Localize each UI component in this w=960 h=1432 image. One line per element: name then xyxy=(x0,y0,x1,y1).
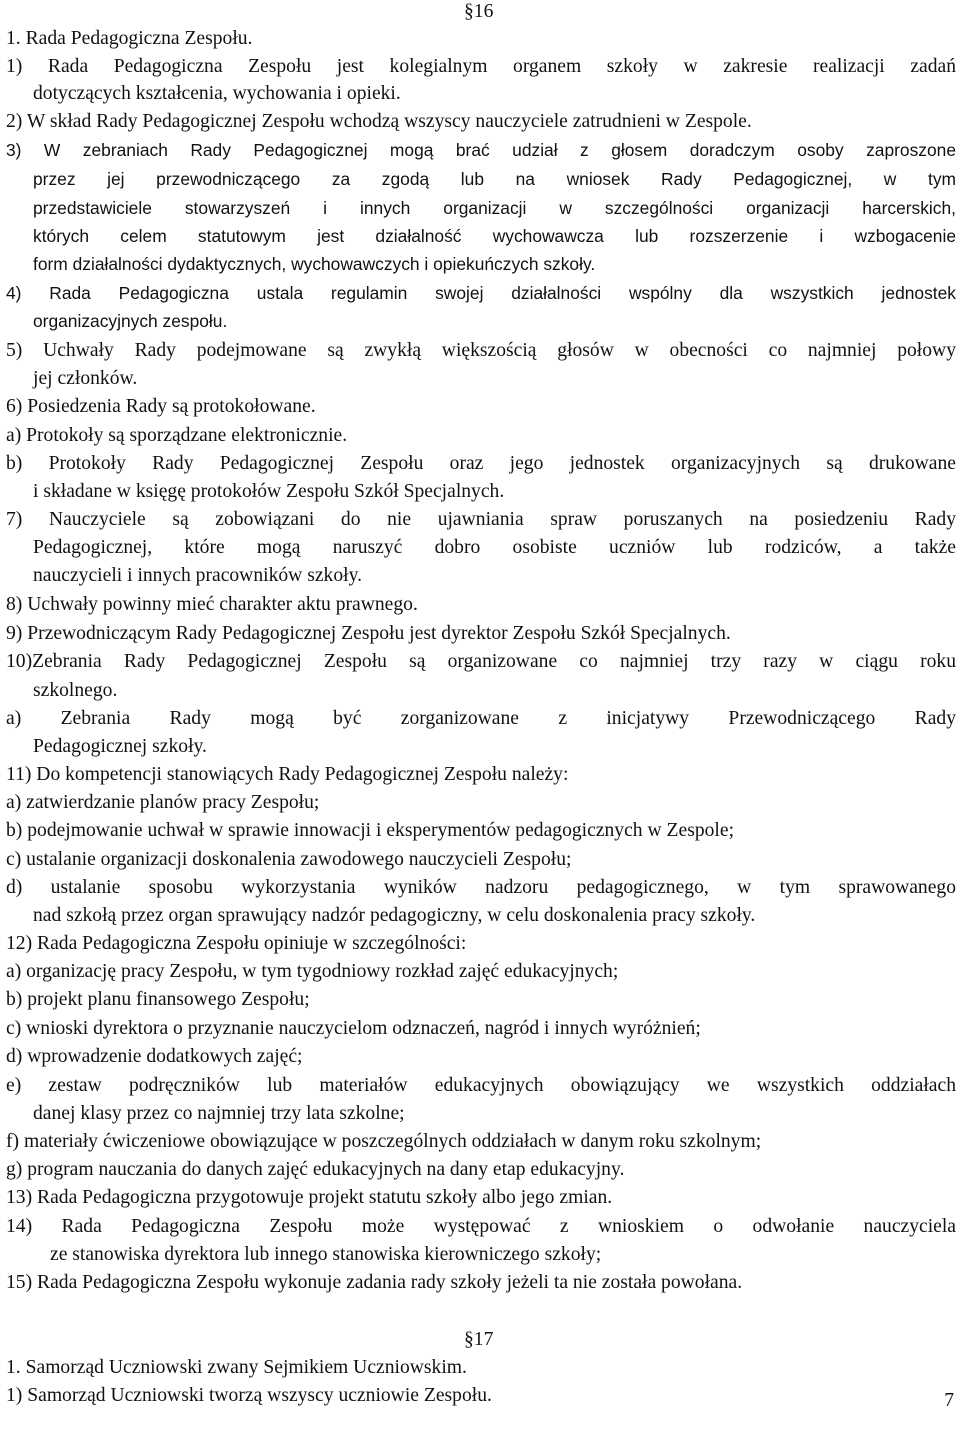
line-12: 5) Uchwały Rady podejmowane są zwykłą większością głosów w obecności co najmniej połowy xyxy=(6,340,956,361)
line-26: Pedagogicznej szkoły. xyxy=(33,736,207,757)
line-38: e) zestaw podręczników lub materiałów edukacyjnych obowiązujący we wszystkich oddziałach xyxy=(6,1075,956,1096)
line-39: danej klasy przez co najmniej trzy lata szkolne; xyxy=(33,1103,405,1124)
line-20: nauczycieli i innych pracowników szkoły. xyxy=(33,565,362,586)
line-29: b) podejmowanie uchwał w sprawie innowacji i eksperymentów pedagogicznych w Zespole; xyxy=(6,820,735,841)
line-14: 6) Posiedzenia Rady są protokołowane. xyxy=(6,396,316,417)
line-25: a) Zebrania Rady mogą być zorganizowane z inicjatywy Przewodniczącego Rady xyxy=(6,708,956,729)
line-3: dotyczących kształcenia, wychowania i opieki. xyxy=(33,83,401,104)
line-32: nad szkołą przez organ sprawujący nadzór pedagogiczny, w celu doskonalenia pracy szkoły. xyxy=(33,905,756,926)
line-41: g) program nauczania do danych zajęć edukacyjnych na dany etap edukacyjny. xyxy=(6,1159,625,1180)
line-13: jej członków. xyxy=(33,368,138,389)
line-28: a) zatwierdzanie planów pracy Zespołu; xyxy=(6,792,320,813)
section-16-heading: §16 xyxy=(464,1,494,22)
line-45: 15) Rada Pedagogiczna Zespołu wykonuje zadania rady szkoły jeżeli ta nie została powołana. xyxy=(6,1272,743,1293)
line-8: których celem statutowym jest działalność wychowawcza lub rozszerzenie i wzbogacenie xyxy=(33,226,956,246)
line-37: d) wprowadzenie dodatkowych zajęć; xyxy=(6,1046,303,1067)
section-17-heading: §17 xyxy=(464,1329,494,1350)
line-5: 3) W zebraniach Rady Pedagogicznej mogą brać udział z głosem doradczym osoby zaproszone xyxy=(6,140,956,160)
line-43: 14) Rada Pedagogiczna Zespołu może występować z wnioskiem o odwołanie nauczyciela xyxy=(6,1216,956,1237)
line-10: 4) Rada Pedagogiczna ustala regulamin swojej działalności wspólny dla wszystkich jednostek xyxy=(6,283,956,303)
line-4: 2) W skład Rady Pedagogicznej Zespołu wchodzą wszyscy nauczyciele zatrudnieni w Zespole. xyxy=(6,111,752,132)
line-17: i składane w księgę protokołów Zespołu Szkół Specjalnych. xyxy=(33,481,505,502)
line-42: 13) Rada Pedagogiczna przygotowuje projekt statutu szkoły albo jego zmian. xyxy=(6,1187,613,1208)
line-19: Pedagogicznej, które mogą naruszyć dobro osobiste uczniów lub rodziców, a także xyxy=(33,537,956,558)
line-30: c) ustalanie organizacji doskonalenia zawodowego nauczycieli Zespołu; xyxy=(6,849,572,870)
line-22: 9) Przewodniczącym Rady Pedagogicznej Zespołu jest dyrektor Zespołu Szkół Specjalnych. xyxy=(6,623,731,644)
line-6: przez jej przewodniczącego za zgodą lub na wniosek Rady Pedagogicznej, w tym xyxy=(33,169,956,189)
line-16: b) Protokoły Rady Pedagogicznej Zespołu oraz jego jednostek organizacyjnych są drukowane xyxy=(6,453,956,474)
line-40: f) materiały ćwiczeniowe obowiązujące w poszczególnych oddziałach w danym roku szkolnym; xyxy=(6,1131,762,1152)
line-33: 12) Rada Pedagogiczna Zespołu opiniuje w szczególności: xyxy=(6,933,467,954)
line-18: 7) Nauczyciele są zobowiązani do nie ujawniania spraw poruszanych na posiedzeniu Rady xyxy=(6,509,956,530)
line-46: 1. Samorząd Uczniowski zwany Sejmikiem Uczniowskim. xyxy=(6,1357,467,1378)
line-34: a) organizację pracy Zespołu, w tym tygodniowy rozkład zajęć edukacyjnych; xyxy=(6,961,619,982)
line-27: 11) Do kompetencji stanowiących Rady Pedagogicznej Zespołu należy: xyxy=(6,764,569,785)
line-7: przedstawiciele stowarzyszeń i innych organizacji w szczególności organizacji harcerskich, xyxy=(33,198,956,218)
line-15: a) Protokoły są sporządzane elektronicznie. xyxy=(6,425,348,446)
line-9: form działalności dydaktycznych, wychowawczych i opiekuńczych szkoły. xyxy=(33,254,596,274)
line-23: 10)Zebrania Rady Pedagogicznej Zespołu są organizowane co najmniej trzy razy w ciągu roku xyxy=(6,651,956,672)
line-47: 1) Samorząd Uczniowski tworzą wszyscy uczniowie Zespołu. xyxy=(6,1385,492,1406)
line-21: 8) Uchwały powinny mieć charakter aktu prawnego. xyxy=(6,594,418,615)
line-35: b) projekt planu finansowego Zespołu; xyxy=(6,989,310,1010)
line-11: organizacyjnych zespołu. xyxy=(33,311,228,331)
line-44: ze stanowiska dyrektora lub innego stanowiska kierowniczego szkoły; xyxy=(50,1244,602,1265)
line-24: szkolnego. xyxy=(33,680,118,701)
page-number: 7 xyxy=(944,1390,954,1411)
line-1: 1. Rada Pedagogiczna Zespołu. xyxy=(6,28,253,49)
line-36: c) wnioski dyrektora o przyznanie nauczycielom odznaczeń, nagród i innych wyróżnień; xyxy=(6,1018,701,1039)
line-31: d) ustalanie sposobu wykorzystania wyników nadzoru pedagogicznego, w tym sprawowanego xyxy=(6,877,956,898)
line-2: 1) Rada Pedagogiczna Zespołu jest kolegialnym organem szkoły w zakresie realizacji zadań xyxy=(6,56,956,77)
